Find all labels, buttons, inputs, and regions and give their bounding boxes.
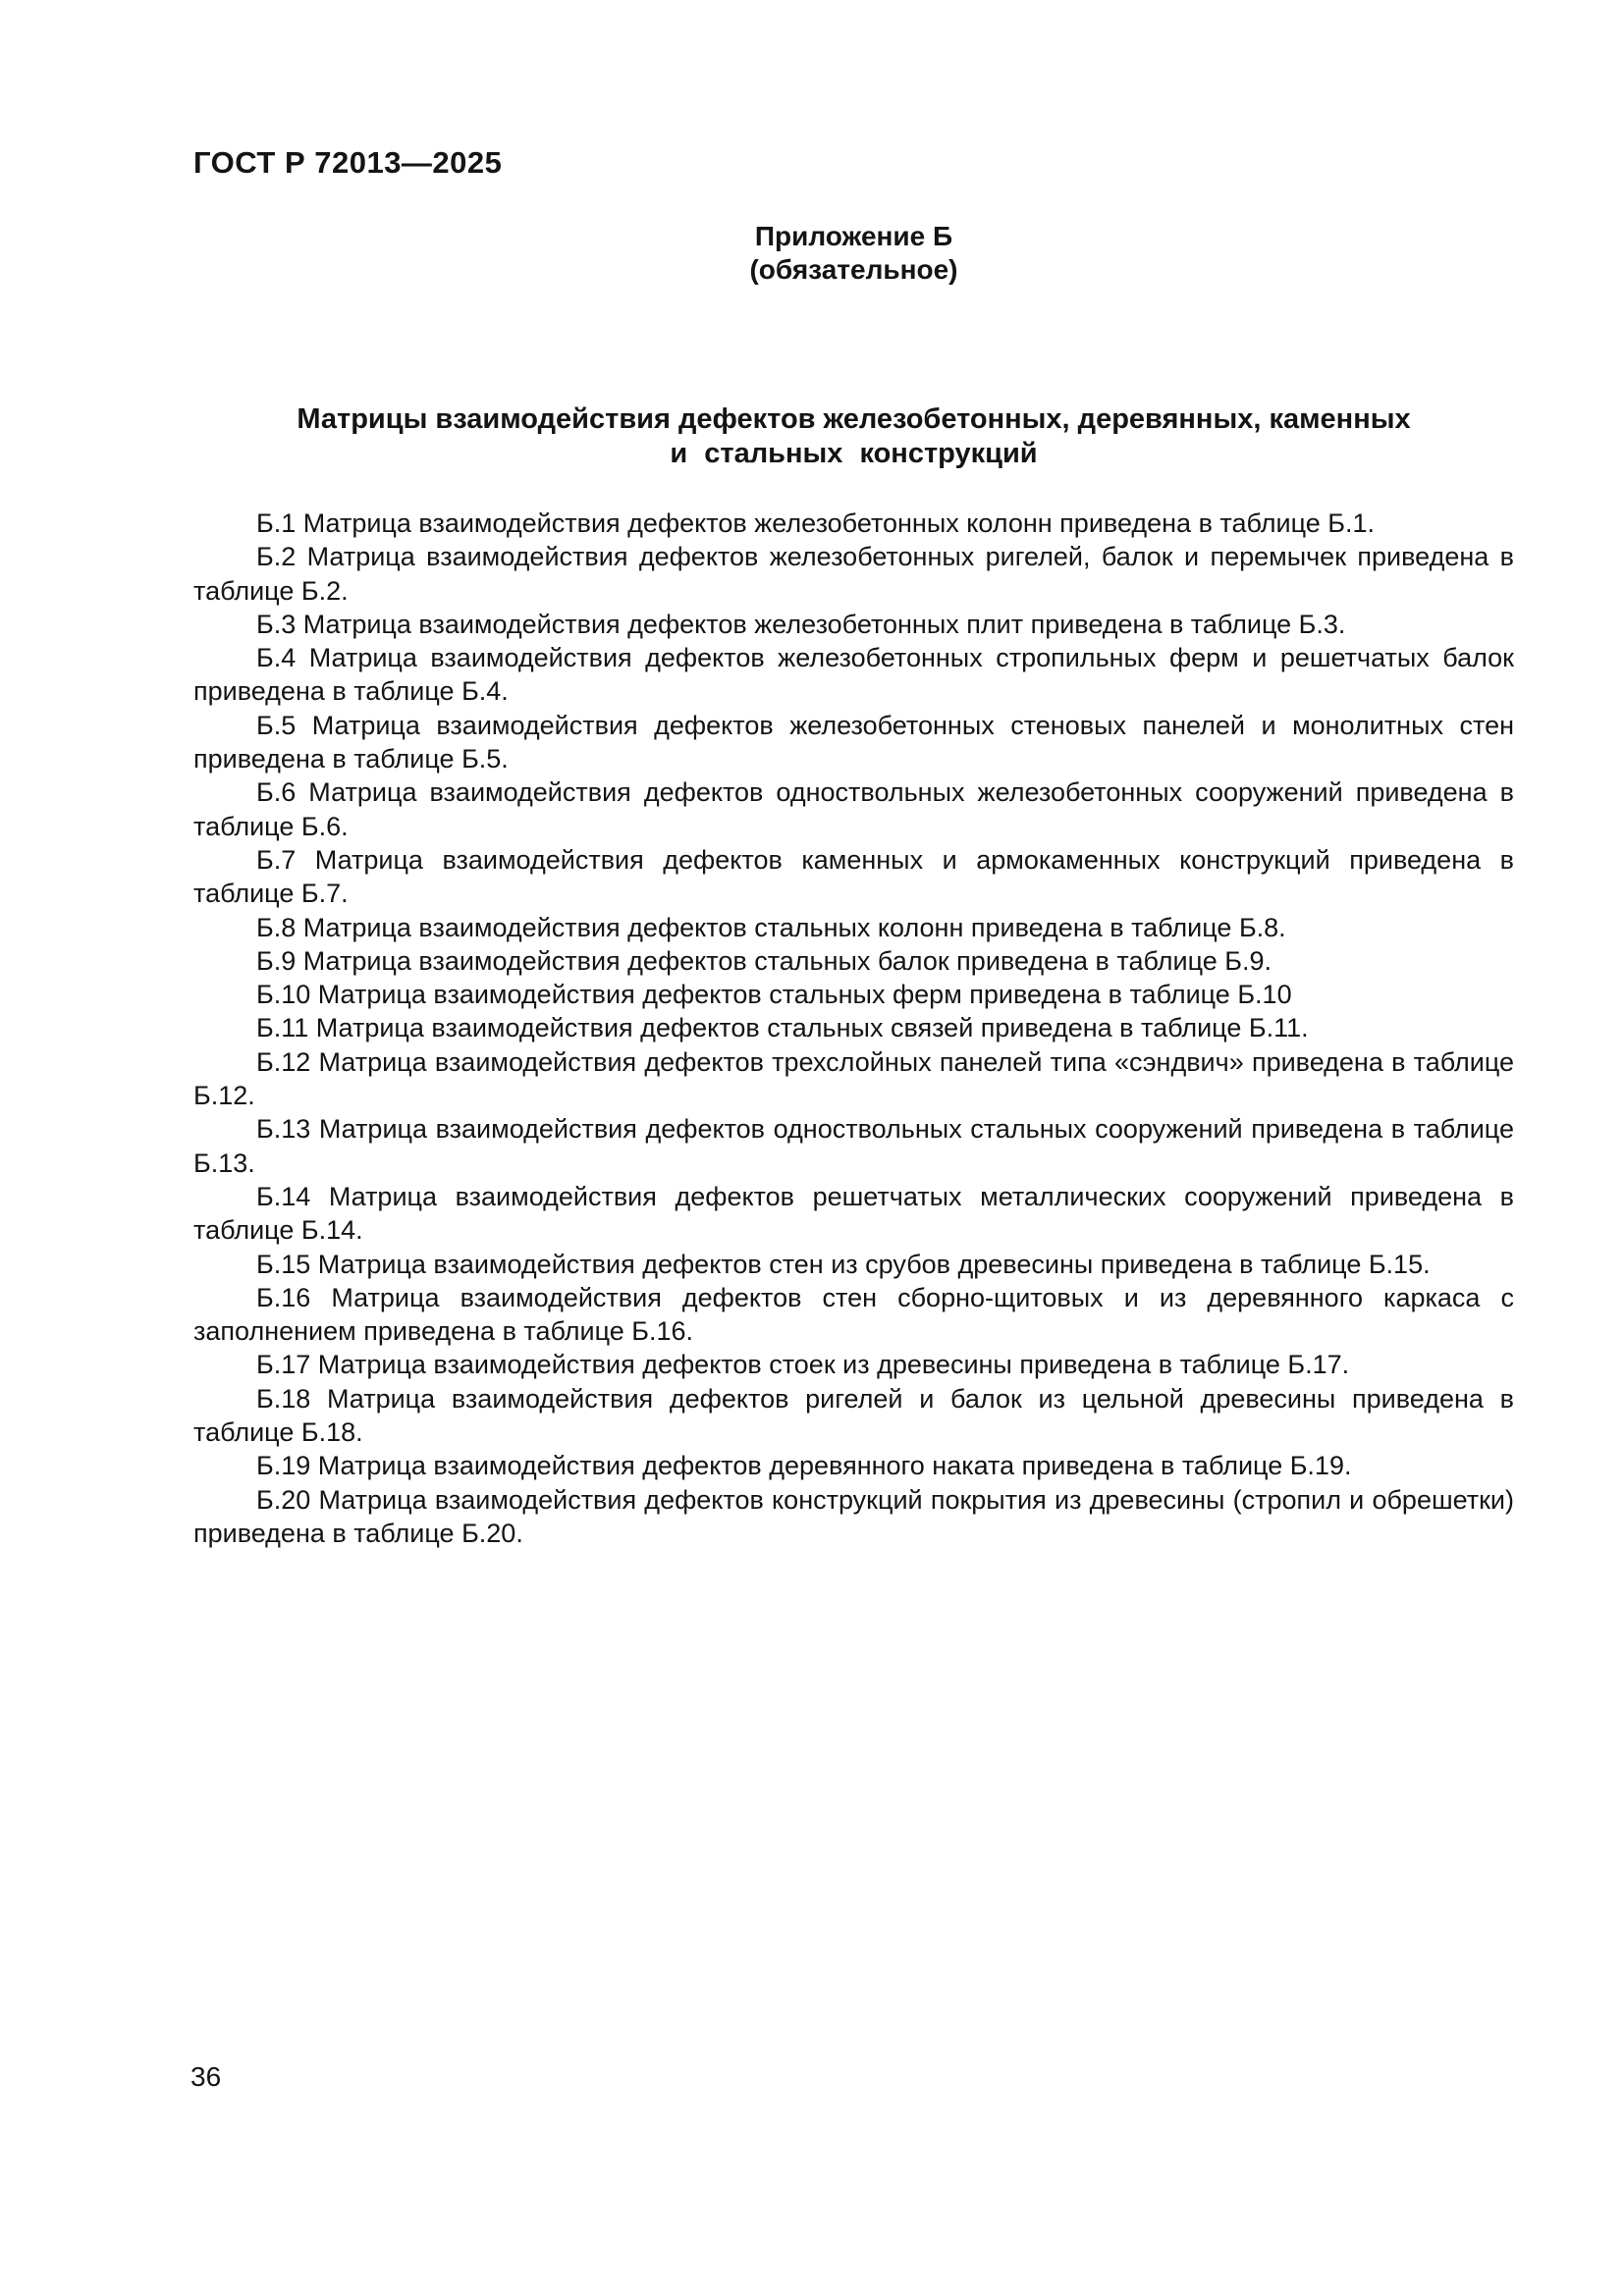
list-item: Б.14 Матрица взаимодействия дефектов решетчатых металлических сооружений приведена в таблице Б.14. [193, 1181, 1514, 1246]
list-item: Б.8 Матрица взаимодействия дефектов стальных колонн приведена в таблице Б.8. [256, 912, 1286, 942]
list-item: Б.2 Матрица взаимодействия дефектов железобетонных ригелей, балок и перемычек приведена в таблице Б.2. [193, 542, 1514, 606]
section-title [193, 402, 1514, 471]
list-item: Б.20 Матрица взаимодействия дефектов конструкций покрытия из древесины (стропил и обрешетки) приведена в таблице Б.20. [193, 1484, 1514, 1548]
appendix-label: Приложение Б [754, 221, 953, 251]
list-item: Б.9 Матрица взаимодействия дефектов стальных балок приведена в таблице Б.9. [256, 945, 1272, 976]
page-content [193, 145, 1514, 1550]
list-item: Б.18 Матрица взаимодействия дефектов ригелей и балок из цельной древесины приведена в таблице Б.18. [193, 1383, 1514, 1448]
list-item: Б.12 Матрица взаимодействия дефектов трехслойных панелей типа «сэндвич» приведена в таблице Б.12. [193, 1046, 1514, 1111]
appendix-item-list [193, 507, 1514, 1550]
list-item: Б.6 Матрица взаимодействия дефектов одноствольных железобетонных сооружений приведена в таблице Б.6. [193, 777, 1514, 841]
list-item: Б.4 Матрица взаимодействия дефектов железобетонных стропильных ферм и решетчатых балок приведена в таблице Б.4. [193, 643, 1514, 707]
list-item: Б.13 Матрица взаимодействия дефектов одноствольных стальных сооружений приведена в таблице Б.13. [193, 1114, 1514, 1178]
list-item: Б.3 Матрица взаимодействия дефектов железобетонных плит приведена в таблице Б.3. [256, 609, 1346, 639]
section-title-line-1: Матрицы взаимодействия дефектов железобетонных, деревянных, каменных [297, 403, 1411, 435]
appendix-status: (обязательное) [749, 254, 958, 285]
appendix-heading [193, 220, 1514, 287]
page-number: 36 [190, 2061, 222, 2092]
list-item: Б.10 Матрица взаимодействия дефектов стальных ферм приведена в таблице Б.10 [256, 980, 1292, 1010]
list-item: Б.5 Матрица взаимодействия дефектов железобетонных стеновых панелей и монолитных стен приведена в таблице Б.5. [193, 710, 1514, 774]
list-item: Б.15 Матрица взаимодействия дефектов стен из срубов древесины приведена в таблице Б.15. [256, 1249, 1431, 1279]
section-title-line-2: и стальных конструкций [670, 438, 1038, 469]
list-item: Б.16 Матрица взаимодействия дефектов стен сборно-щитовых и из деревянного каркаса с заполнением приведена в таблице Б.16. [193, 1282, 1514, 1347]
standard-code-header: ГОСТ Р 72013—2025 [193, 145, 503, 180]
list-item: Б.7 Матрица взаимодействия дефектов каменных и армокаменных конструкций приведена в таблице Б.7. [193, 844, 1514, 909]
list-item: Б.17 Матрица взаимодействия дефектов стоек из древесины приведена в таблице Б.17. [256, 1350, 1350, 1380]
list-item: Б.19 Матрица взаимодействия дефектов деревянного наката приведена в таблице Б.19. [256, 1451, 1352, 1481]
list-item: Б.1 Матрица взаимодействия дефектов железобетонных колонн приведена в таблице Б.1. [256, 508, 1375, 538]
list-item: Б.11 Матрица взаимодействия дефектов стальных связей приведена в таблице Б.11. [256, 1013, 1309, 1043]
